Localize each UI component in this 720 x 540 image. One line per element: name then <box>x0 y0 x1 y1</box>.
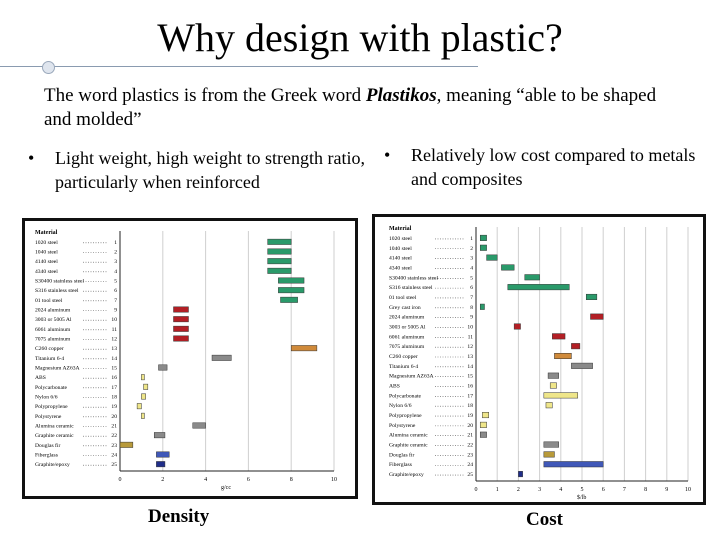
cost-row-number: 12 <box>467 344 473 351</box>
intro-text <box>44 84 664 132</box>
cost-row-number: 15 <box>467 373 473 380</box>
cost-row-number: 13 <box>467 354 473 360</box>
cost-range-bar <box>550 383 556 389</box>
cost-row-number: 6 <box>470 285 473 292</box>
cost-range-bar <box>482 412 488 418</box>
density-material-label: Alumina ceramic <box>35 423 74 430</box>
bullet-right-text: Relatively low cost compared to metals and composites <box>411 145 696 189</box>
density-range-bar <box>159 365 168 370</box>
density-row-number: 10 <box>111 317 117 324</box>
cost-material-label: 1040 steel <box>389 245 412 252</box>
density-material-label: 2024 aluminum <box>35 307 71 314</box>
cost-range-bar <box>544 461 603 467</box>
cost-range-bar <box>548 373 559 379</box>
density-range-bar <box>141 394 145 399</box>
density-material-label: Graphite/epoxy <box>35 462 70 469</box>
density-material-label: Fiberglass <box>35 452 58 459</box>
density-material-label: S30400 stainless steel <box>35 278 85 285</box>
density-row-number: 16 <box>111 375 117 382</box>
cost-material-label: Douglas fir <box>389 452 415 459</box>
intro-greek-word: Plastikos <box>365 85 437 106</box>
bullet-dot: • <box>384 145 391 165</box>
density-material-label: 6061 aluminum <box>35 326 71 333</box>
density-range-bar <box>174 307 189 312</box>
cost-material-label: Fiberglass <box>389 462 412 469</box>
cost-material-label: 4140 steel <box>389 255 412 262</box>
density-material-label: 4340 steel <box>35 268 58 275</box>
density-row-number: 13 <box>111 346 117 353</box>
density-material-label: ABS <box>35 375 46 382</box>
cost-material-label: 4340 steel <box>389 265 412 272</box>
cost-material-label: 01 tool steel <box>389 294 417 301</box>
density-row-number: 5 <box>114 278 117 285</box>
cost-tick-label: 4 <box>559 487 563 493</box>
cost-row-number: 10 <box>467 324 473 331</box>
density-range-bar <box>156 461 165 466</box>
density-row-number: 18 <box>111 394 117 401</box>
density-material-label: Nylon 6/6 <box>35 394 58 401</box>
density-material-label: Graphite ceramic <box>35 433 74 440</box>
intro-after: , meaning “able to be shaped and molded” <box>44 85 657 130</box>
cost-row-number: 7 <box>470 294 473 301</box>
cost-row-number: 1 <box>470 235 473 242</box>
cost-range-bar <box>508 284 569 290</box>
cost-material-label: 2024 aluminum <box>389 314 425 321</box>
title-underline-knob <box>42 61 55 74</box>
cost-row-number: 3 <box>470 255 473 262</box>
cost-tick-label: 3 <box>538 487 542 493</box>
density-row-number: 11 <box>111 326 117 333</box>
cost-material-label: Titanium 6-4 <box>389 363 419 370</box>
density-row-number: 9 <box>114 307 117 314</box>
cost-range-bar <box>586 294 597 300</box>
cost-tick-label: 8 <box>644 487 648 493</box>
bullet-right <box>384 143 714 193</box>
cost-range-bar <box>554 353 571 359</box>
cost-material-label: Nylon 6/6 <box>389 403 412 410</box>
cost-tick-label: 6 <box>601 487 605 493</box>
cost-row-number: 18 <box>467 403 473 410</box>
density-row-number: 22 <box>111 433 117 440</box>
slide-title: Why design with plastic? <box>157 15 563 60</box>
density-header: Material <box>35 230 58 236</box>
cost-row-number: 19 <box>467 413 473 420</box>
density-row-number: 19 <box>111 404 117 411</box>
density-chart-svg <box>25 221 355 496</box>
cost-material-label: Polypropylene <box>389 413 422 420</box>
density-row-number: 15 <box>111 365 117 372</box>
cost-material-label: Graphite/epoxy <box>389 472 424 479</box>
density-tick-label: 10 <box>331 477 337 483</box>
title-underline <box>0 66 478 67</box>
density-row-number: 14 <box>111 355 117 362</box>
cost-tick-label: 7 <box>622 487 626 493</box>
density-row-number: 12 <box>111 336 117 343</box>
cost-x-label: $/lb <box>577 495 587 501</box>
bullet-dot: • <box>28 148 35 168</box>
cost-material-label: Polycarbonate <box>389 393 421 400</box>
cost-range-bar <box>480 304 484 310</box>
cost-range-bar <box>480 245 486 251</box>
density-material-label: Polypropylene <box>35 404 68 411</box>
density-range-bar <box>268 258 292 263</box>
cost-chart <box>372 214 706 505</box>
density-tick-label: 4 <box>204 477 208 483</box>
density-material-label: 7075 aluminum <box>35 336 71 343</box>
cost-row-number: 9 <box>470 314 473 321</box>
cost-row-number: 20 <box>467 422 473 429</box>
cost-row-number: 21 <box>467 432 473 439</box>
density-tick-label: 0 <box>118 477 122 483</box>
cost-row-number: 14 <box>467 363 473 370</box>
density-range-bar <box>291 345 317 350</box>
density-range-bar <box>193 423 206 428</box>
cost-range-bar <box>518 471 522 477</box>
cost-material-label: 7075 aluminum <box>389 344 425 351</box>
density-row-number: 2 <box>114 249 117 256</box>
density-row-number: 20 <box>111 413 117 420</box>
density-range-bar <box>144 384 148 389</box>
intro-before: The word plastics is from the Greek word <box>44 85 366 106</box>
cost-chart-svg <box>375 217 703 502</box>
density-range-bar <box>278 287 304 292</box>
density-material-label: 4140 steel <box>35 259 58 266</box>
density-range-bar <box>212 355 231 360</box>
cost-row-number: 17 <box>467 393 473 400</box>
cost-range-bar <box>544 452 555 458</box>
density-row-number: 1 <box>114 239 117 246</box>
density-material-label: Douglas fir <box>35 442 61 449</box>
density-range-bar <box>278 278 304 283</box>
cost-material-label: S316 stainless steel <box>389 285 433 292</box>
cost-material-label: 1020 steel <box>389 235 412 242</box>
density-range-bar <box>156 452 169 457</box>
density-range-bar <box>120 442 133 447</box>
cost-row-number: 24 <box>467 462 473 469</box>
density-range-bar <box>268 268 292 273</box>
cost-range-bar <box>501 265 514 271</box>
cost-material-label: Alumina ceramic <box>389 432 428 439</box>
density-x-label: g/cc <box>221 485 231 491</box>
cost-range-bar <box>571 363 592 369</box>
cost-tick-label: 0 <box>474 487 478 493</box>
cost-range-bar <box>480 235 486 241</box>
density-range-bar <box>281 297 298 302</box>
cost-row-number: 23 <box>467 452 473 459</box>
density-tick-label: 2 <box>161 477 165 483</box>
cost-range-bar <box>552 334 565 340</box>
density-tick-label: 6 <box>246 477 250 483</box>
cost-row-number: 8 <box>470 304 473 311</box>
density-range-bar <box>141 374 144 379</box>
density-range-bar <box>174 336 189 341</box>
cost-row-number: 4 <box>470 265 473 272</box>
density-row-number: 4 <box>114 268 117 275</box>
cost-material-label: S30400 stainless steel <box>389 275 439 282</box>
density-range-bar <box>268 249 292 254</box>
cost-material-label: C260 copper <box>389 354 418 360</box>
cost-material-label: 3003 or 5005 Al <box>389 324 426 331</box>
cost-header: Material <box>389 226 412 232</box>
cost-row-number: 5 <box>470 275 473 282</box>
density-material-label: 01 tool steel <box>35 297 63 304</box>
cost-tick-label: 9 <box>665 487 669 493</box>
density-caption: Density <box>148 506 210 527</box>
density-material-label: S316 stainless steel <box>35 288 79 295</box>
density-material-label: 1020 steel <box>35 239 58 246</box>
cost-row-number: 2 <box>470 245 473 252</box>
cost-tick-label: 5 <box>580 487 584 493</box>
density-material-label: Magnesium AZ63A <box>35 365 80 372</box>
cost-material-label: 6061 aluminum <box>389 334 425 341</box>
density-material-label: Polycarbonate <box>35 384 67 391</box>
density-material-label: 1040 steel <box>35 249 58 256</box>
density-range-bar <box>141 413 144 418</box>
density-row-number: 23 <box>111 442 117 449</box>
cost-range-bar <box>544 393 578 399</box>
cost-row-number: 22 <box>467 442 473 449</box>
cost-tick-label: 10 <box>685 487 691 493</box>
cost-range-bar <box>514 324 520 330</box>
density-row-number: 7 <box>114 297 117 304</box>
density-chart <box>22 218 358 499</box>
cost-range-bar <box>571 343 579 349</box>
cost-caption: Cost <box>526 509 563 530</box>
cost-material-label: Magnesium AZ63A <box>389 373 434 380</box>
density-row-number: 6 <box>114 288 117 295</box>
cost-material-label: ABS <box>389 383 400 390</box>
density-material-label: 3003 or 5005 Al <box>35 317 72 324</box>
density-tick-label: 8 <box>289 477 293 483</box>
bullet-left-text: Light weight, high weight to strength ratio, particularly when reinforced <box>55 148 365 192</box>
cost-range-bar <box>487 255 498 261</box>
cost-range-bar <box>525 275 540 281</box>
cost-row-number: 25 <box>467 472 473 479</box>
cost-tick-label: 2 <box>516 487 520 493</box>
cost-row-number: 16 <box>467 383 473 390</box>
density-material-label: C260 copper <box>35 346 64 353</box>
cost-range-bar <box>590 314 603 320</box>
density-range-bar <box>137 403 141 408</box>
density-range-bar <box>154 432 165 437</box>
density-row-number: 21 <box>111 423 117 430</box>
cost-range-bar <box>480 422 486 428</box>
density-row-number: 3 <box>114 259 117 266</box>
density-range-bar <box>174 326 189 331</box>
density-row-number: 25 <box>111 462 117 469</box>
cost-range-bar <box>480 432 486 438</box>
density-range-bar <box>174 316 189 321</box>
cost-tick-label: 1 <box>495 487 499 493</box>
cost-row-number: 11 <box>467 334 473 341</box>
density-row-number: 17 <box>111 384 117 391</box>
density-material-label: Polystyrene <box>35 413 62 420</box>
density-material-label: Titanium 6-4 <box>35 355 65 362</box>
cost-range-bar <box>546 402 552 408</box>
bullet-left <box>28 146 368 196</box>
cost-material-label: Polystyrene <box>389 422 416 429</box>
cost-material-label: Grey cast iron <box>389 304 421 311</box>
density-range-bar <box>268 239 292 244</box>
cost-material-label: Graphite ceramic <box>389 442 428 449</box>
cost-range-bar <box>544 442 559 448</box>
density-row-number: 24 <box>111 452 117 459</box>
